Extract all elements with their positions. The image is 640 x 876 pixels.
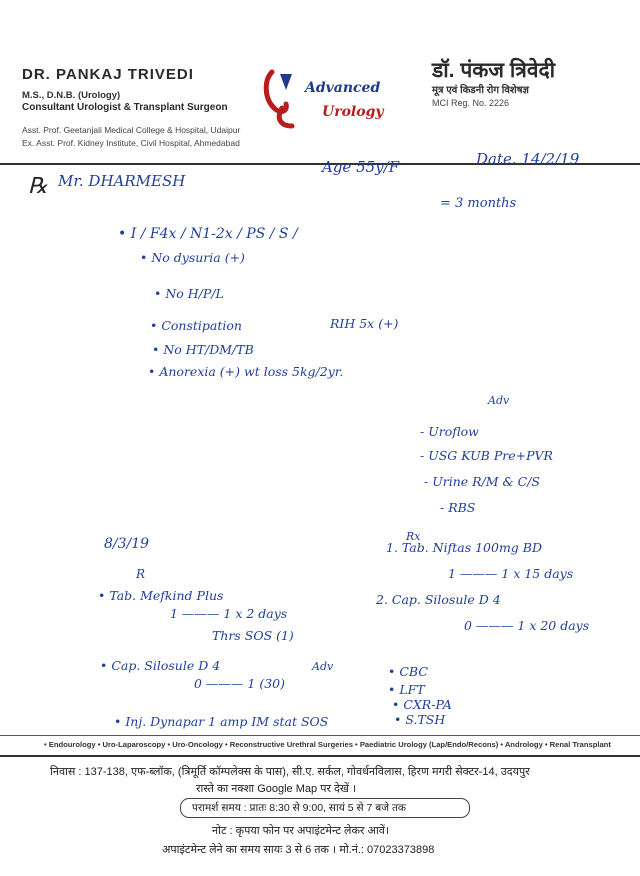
footer-divider [0, 755, 640, 757]
clinical-note-6: • Anorexia (+) wt loss 5kg/2yr. [148, 364, 344, 379]
investigation-item: • LFT [388, 682, 425, 697]
note-duration: = 3 months [440, 196, 517, 211]
medication-dosage: 0 ——— 1 x 20 days [464, 618, 590, 633]
advice-item: - RBS [440, 500, 476, 515]
investigation-item: • CXR-PA [392, 697, 452, 712]
affiliation-1: Asst. Prof. Geetanjali Medical College & Hospital, Udaipur [22, 125, 241, 135]
address-line-1: निवास : 137-138, एफ-ब्लॉक, (त्रिमूर्ति कॉम्पलेक्स के पास), सी.ए. सर्कल, गोवर्धनविलास, हिरण मगरी सेक्टर-14, उदयपुर [50, 766, 530, 778]
right-rx-symbol: Rx [406, 530, 421, 543]
investigation-item: • CBC [388, 664, 428, 679]
follow-up-rx: R [136, 567, 146, 581]
rx-symbol: ℞ [28, 174, 48, 199]
clinical-note-4: • Constipation [150, 318, 242, 333]
medication-item: • Inj. Dynapar 1 amp IM stat SOS [114, 714, 329, 729]
appointment-notice: नोट : कृपया फोन पर अपाइंटमेन्ट लेकर आवें। [212, 825, 390, 837]
services-list: • Endourology • Uro-Laparoscopy • Uro-Oncology • Reconstructive Urethral Surgeries • Paediatric Urology (Lap/Endo/Recons) • Andrology • Renal Transplant [44, 740, 611, 749]
medication-item: • Cap. Silosule D 4 [100, 658, 221, 673]
patient-age: Age 55y/F [322, 158, 400, 176]
clinical-note-1: • I / F4x / N1-2x / PS / S / [118, 226, 298, 242]
medication-note: Thrs SOS (1) [212, 628, 294, 643]
services-divider [0, 735, 640, 736]
clinical-note-2: • No dysuria (+) [140, 250, 245, 265]
medication-item: • Tab. Mefkind Plus [98, 588, 224, 603]
affiliation-2: Ex. Asst. Prof. Kidney Institute, Civil Hospital, Ahmedabad [22, 138, 240, 148]
logo-text-urology: Urology [322, 104, 384, 120]
kidney-logo-icon [262, 68, 306, 132]
registration-number: MCI Reg. No. 2226 [432, 98, 510, 108]
clinical-note-extra: RIH 5x (+) [330, 316, 399, 331]
follow-up-date: 8/3/19 [104, 536, 150, 552]
medication-item: 2. Cap. Silosule D 4 [376, 592, 501, 607]
doctor-name-english: DR. PANKAJ TRIVEDI [22, 66, 194, 83]
consultation-hours: परामर्श समय : प्रातः 8:30 से 9:00, सायं 5 से 7 बजे तक [192, 802, 406, 814]
investigations-heading: Adv [312, 660, 334, 673]
logo-text-advanced: Advanced [305, 80, 381, 96]
appointment-timing: अपाइंटमेन्ट लेने का समय सायः 3 से 6 तक । मो.नं.: 07023373898 [162, 844, 435, 856]
medication-dosage: 1 ——— 1 x 15 days [448, 566, 574, 581]
doctor-title-english: Consultant Urologist & Transplant Surgeon [22, 102, 228, 113]
clinical-note-3: • No H/P/L [154, 286, 224, 301]
advice-item: - Uroflow [420, 424, 479, 439]
medication-dosage: 1 ——— 1 x 2 days [170, 606, 288, 621]
advice-item: - Urine R/M & C/S [424, 474, 540, 489]
medication-dosage: 0 ——— 1 (30) [194, 676, 285, 691]
doctor-name-hindi: डॉ. पंकज त्रिवेदी [432, 59, 556, 82]
clinical-note-5: • No HT/DM/TB [152, 342, 254, 357]
address-line-2: रास्ते का नक्शा Google Map पर देखें । [196, 783, 357, 795]
doctor-title-hindi: मूत्र एवं किडनी रोग विशेषज्ञ [432, 85, 529, 96]
visit-date: Date. 14/2/19 [476, 150, 580, 168]
doctor-degrees: M.S., D.N.B. (Urology) [22, 90, 121, 101]
medication-item: 1. Tab. Niftas 100mg BD [386, 540, 542, 555]
investigation-item: • S.TSH [394, 712, 446, 727]
advice-heading: Adv [488, 394, 510, 407]
advice-item: - USG KUB Pre+PVR [420, 448, 553, 463]
patient-name: Mr. DHARMESH [58, 172, 186, 190]
